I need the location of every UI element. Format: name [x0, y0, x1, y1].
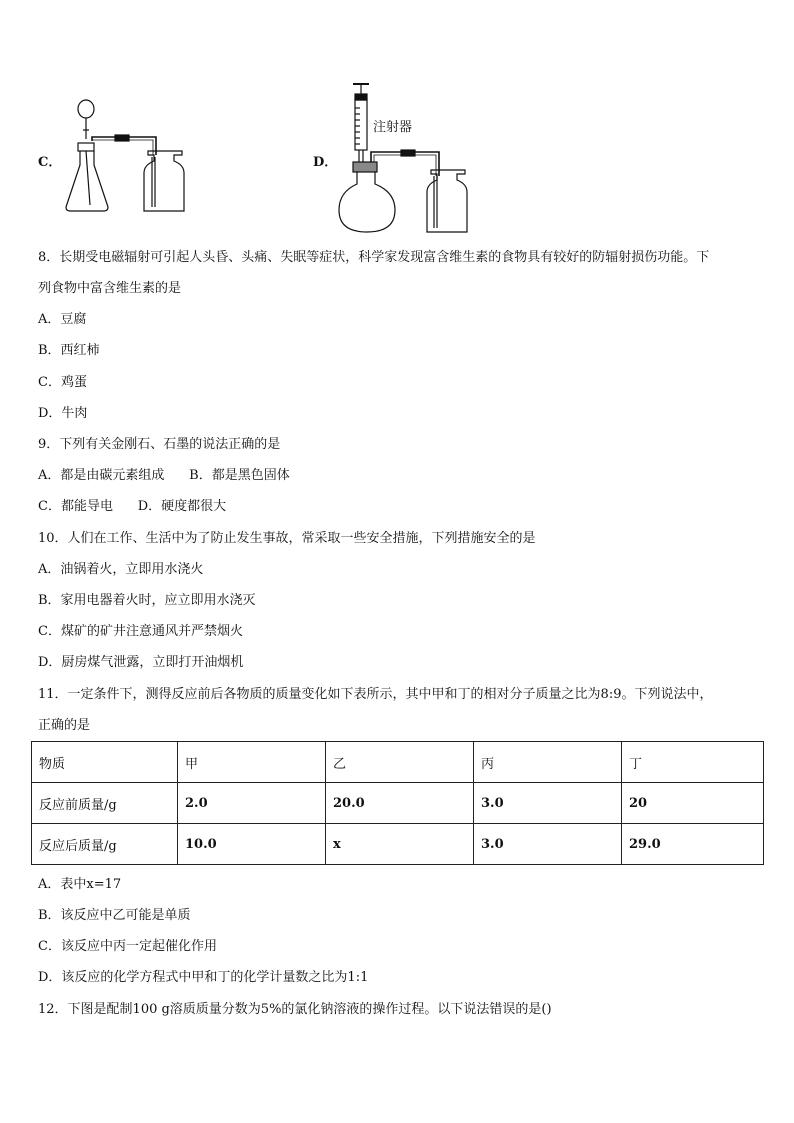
table-row-label: 反应后质量/g: [32, 824, 178, 865]
q8-option-a: A．豆腐: [38, 312, 87, 327]
table-cell: 3.0: [474, 824, 622, 865]
table-cell: 29.0: [622, 824, 764, 865]
q11-stem-line1: 11．一定条件下，测得反应前后各物质的质量变化如下表所示，其中甲和丁的相对分子质量之比为8:9。下列说法中，: [38, 687, 713, 702]
q9-options-row2: C．都能导电 D．硬度都很大: [38, 499, 227, 514]
table-header-cell: 甲: [178, 742, 326, 783]
q8-option-d: D．牛肉: [38, 406, 88, 421]
table-cell: 20: [622, 783, 764, 824]
q10-option-d: D．厨房煤气泄露，立即打开油烟机: [38, 655, 244, 670]
table-row: [32, 783, 764, 824]
round-bottom-flask: [339, 172, 395, 232]
mass-change-table: [31, 741, 764, 865]
q8-option-b: B．西红柿: [38, 343, 100, 358]
table-header-cell: 丙: [474, 742, 622, 783]
table-row: [32, 824, 764, 865]
table-row-label: 反应前质量/g: [32, 783, 178, 824]
q11-option-a: A．表中x=17: [38, 877, 122, 892]
option-c-figure-label: C．: [38, 155, 62, 170]
q10-stem: 10．人们在工作、生活中为了防止发生事故，常采取一些安全措施，下列措施安全的是: [38, 531, 536, 546]
table-header-cell: 丁: [622, 742, 764, 783]
q12-stem: 12．下图是配制100 g溶质质量分数为5%的氯化钠溶液的操作过程。以下说法错误的是(): [38, 1002, 552, 1017]
q10-option-c: C．煤矿的矿井注意通风并严禁烟火: [38, 624, 243, 639]
syringe-caption: 注射器: [373, 120, 413, 135]
q10-option-b: B．家用电器着火时，应立即用水浇灭: [38, 593, 256, 608]
table-cell: 2.0: [178, 783, 326, 824]
apparatus-d-figure: [335, 80, 480, 235]
gas-bottle: [427, 170, 467, 232]
q9-stem: 9．下列有关金刚石、石墨的说法正确的是: [38, 437, 281, 452]
q9-options-row1: A．都是由碳元素组成 B．都是黑色固体: [38, 468, 290, 483]
option-d-figure-label: D．: [313, 155, 338, 170]
q11-option-c: C．该反应中丙一定起催化作用: [38, 939, 217, 954]
table-header-row: [32, 742, 764, 783]
table-cell: 3.0: [474, 783, 622, 824]
gas-bottle: [144, 151, 184, 211]
funnel-bulb: [78, 100, 94, 118]
table-cell: x: [326, 824, 474, 865]
q11-option-b: B．该反应中乙可能是单质: [38, 908, 191, 923]
table-cell: 10.0: [178, 824, 326, 865]
q8-stem-line2: 列食物中富含维生素的是: [38, 281, 182, 296]
q11-option-d: D．该反应的化学方程式中甲和丁的化学计量数之比为1:1: [38, 970, 369, 985]
table-header-cell: 乙: [326, 742, 474, 783]
q10-option-a: A．油锅着火，立即用水浇火: [38, 562, 204, 577]
table-cell: 20.0: [326, 783, 474, 824]
apparatus-c-figure: [60, 95, 195, 220]
q11-stem-line2: 正确的是: [38, 718, 91, 733]
q8-stem-line1: 8．长期受电磁辐射可引起人头昏、头痛、失眠等症状，科学家发现富含维生素的食物具有较好的防辐射损伤功能。下: [38, 250, 710, 265]
q8-option-c: C．鸡蛋: [38, 375, 87, 390]
table-header-cell: 物质: [32, 742, 178, 783]
